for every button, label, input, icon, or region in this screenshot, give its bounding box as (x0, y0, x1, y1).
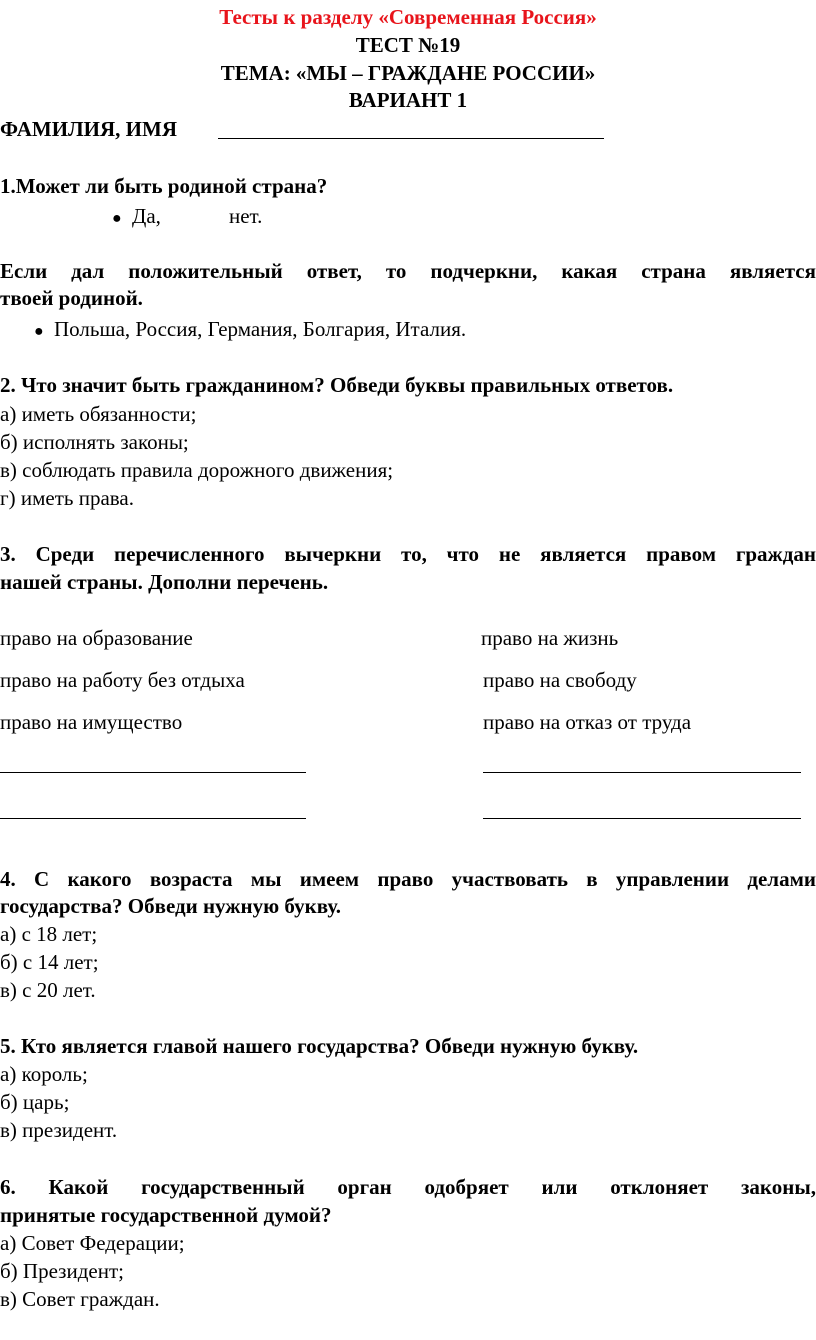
q1-answer-no[interactable]: нет. (229, 204, 263, 228)
q2-option[interactable]: в) соблюдать правила дорожного движения; (0, 458, 394, 482)
q1-followup-line1: Если дал положительный ответ, то подчеркни, какая страна является (0, 259, 816, 283)
q6-question-line1: 6. Какой государственный орган одобряет или отклоняет законы, (0, 1175, 816, 1199)
q4-option[interactable]: а) с 18 лет; (0, 922, 98, 946)
q2-question: 2. Что значит быть гражданином? Обведи буквы правильных ответов. (0, 373, 674, 397)
q1-answer-row (112, 203, 161, 232)
q4-question-line1: 4. С какого возраста мы имеем право участвовать в управлении делами (0, 867, 816, 891)
q3-right-item[interactable]: право на работу без отдыха (0, 668, 245, 692)
q4-option[interactable]: б) с 14 лет; (0, 950, 99, 974)
q2-option[interactable]: г) иметь права. (0, 486, 134, 510)
q6-option[interactable]: в) Совет граждан. (0, 1287, 160, 1311)
q3-blank-line[interactable] (483, 818, 801, 819)
q3-right-item[interactable]: право на имущество (0, 710, 183, 734)
q6-option[interactable]: б) Президент; (0, 1259, 124, 1283)
q5-option[interactable]: в) президент. (0, 1118, 118, 1142)
q6-option[interactable]: а) Совет Федерации; (0, 1231, 185, 1255)
q3-blank-line[interactable] (0, 818, 306, 819)
q1-question: 1.Может ли быть родиной страна? (0, 174, 328, 198)
q5-option[interactable]: б) царь; (0, 1090, 70, 1114)
q2-option[interactable]: а) иметь обязанности; (0, 402, 197, 426)
q5-question: 5. Кто является главой нашего государства? Обведи нужную букву. (0, 1034, 639, 1058)
name-input-line[interactable] (218, 138, 604, 139)
bullet-icon: ● (112, 210, 122, 227)
q5-option[interactable]: а) король; (0, 1062, 88, 1086)
q3-blank-line[interactable] (483, 772, 801, 773)
q2-option[interactable]: б) исполнять законы; (0, 430, 189, 454)
topic-title: ТЕМА: «МЫ – ГРАЖДАНЕ РОССИИ» (220, 61, 596, 85)
q1-countries[interactable]: Польша, Россия, Германия, Болгария, Италия. (54, 317, 467, 341)
bullet-icon: ● (34, 323, 44, 340)
q4-option[interactable]: в) с 20 лет. (0, 978, 96, 1002)
q3-blank-line[interactable] (0, 772, 306, 773)
q1-answer-yes[interactable]: Да, (132, 204, 161, 228)
q1-followup-line2: твоей родиной. (0, 286, 143, 310)
variant-title: ВАРИАНТ 1 (348, 88, 468, 112)
name-label: ФАМИЛИЯ, ИМЯ (0, 117, 178, 141)
q3-question-line2: нашей страны. Дополни перечень. (0, 570, 329, 594)
q4-question-line2: государства? Обведи нужную букву. (0, 894, 341, 918)
q3-question-line1: 3. Среди перечисленного вычеркни то, что не является правом граждан (0, 542, 816, 566)
q3-right-item[interactable]: право на отказ от труда (483, 710, 692, 734)
q6-question-line2: принятые государственной думой? (0, 1203, 332, 1227)
section-title: Тесты к разделу «Современная Россия» (219, 5, 597, 29)
q3-right-item[interactable]: право на жизнь (481, 626, 619, 650)
q3-right-item[interactable]: право на свободу (483, 668, 637, 692)
test-number: ТЕСТ №19 (355, 33, 461, 57)
q1-countries-row (34, 316, 466, 345)
q3-right-item[interactable]: право на образование (0, 626, 193, 650)
